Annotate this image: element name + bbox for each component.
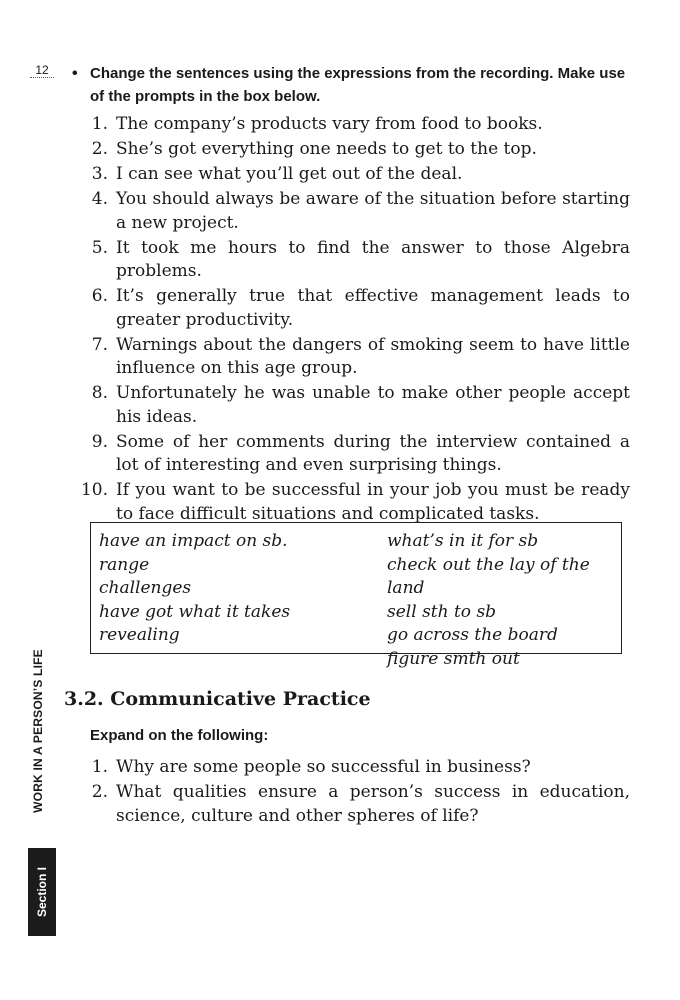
prompt-item: range bbox=[99, 554, 150, 575]
list-item bbox=[78, 756, 630, 780]
bullet-icon: • bbox=[72, 65, 78, 82]
section-heading: 3.2. Communicative Practice bbox=[64, 688, 371, 710]
prompt-item: figure smth out bbox=[387, 648, 520, 669]
list-item bbox=[78, 334, 630, 381]
section-tab-label: Section I bbox=[35, 866, 50, 918]
item-text: It’s generally true that effective management leads to greater productivity. bbox=[116, 286, 630, 330]
list-item bbox=[78, 285, 630, 332]
list-item bbox=[78, 431, 630, 478]
prompt-item: go across the board bbox=[387, 625, 558, 645]
prompt-column-left bbox=[99, 530, 290, 648]
item-text: What qualities ensure a person’s success in education, science, culture and other spheres of life? bbox=[116, 782, 630, 826]
prompt-column-right bbox=[387, 530, 621, 671]
prompt-item: have got what it takes bbox=[99, 601, 291, 622]
item-text: It took me hours to find the answer to those Algebra problems. bbox=[116, 237, 630, 281]
sub-instruction: Expand on the following: bbox=[90, 727, 269, 744]
item-text: Why are some people so successful in business? bbox=[116, 757, 531, 777]
item-text: Some of her comments during the interview contained a lot of interesting and even surprising things. bbox=[116, 431, 630, 475]
list-item bbox=[78, 113, 630, 137]
prompt-item: check out the lay of the land bbox=[387, 554, 590, 598]
item-number: 5. bbox=[91, 237, 108, 258]
item-text: Unfortunately he was unable to make other people accept his ideas. bbox=[116, 383, 630, 427]
item-text: If you want to be successful in your job you must be ready to face difficult situations and complicated tasks. bbox=[116, 480, 630, 524]
list-item bbox=[78, 188, 630, 235]
list-item bbox=[78, 138, 630, 162]
item-text: You should always be aware of the situation before starting a new project. bbox=[116, 189, 630, 233]
item-text: I can see what you’ll get out of the deal. bbox=[116, 164, 463, 184]
exercise-instruction bbox=[72, 62, 642, 108]
item-number: 6. bbox=[91, 286, 108, 306]
prompt-item: revealing bbox=[99, 625, 180, 645]
item-number: 8. bbox=[91, 383, 108, 403]
item-number: 7. bbox=[91, 334, 108, 355]
section-tab bbox=[28, 848, 56, 936]
item-number: 1. bbox=[91, 114, 108, 134]
item-text: She’s got everything one needs to get to the top. bbox=[116, 139, 537, 159]
list-item bbox=[78, 163, 630, 187]
prompt-box bbox=[90, 522, 622, 669]
side-title-text: WORK IN A PERSON’S LIFE bbox=[31, 649, 45, 813]
list-item bbox=[78, 781, 630, 828]
item-number: 2. bbox=[91, 782, 108, 802]
prompt-item: sell sth to sb bbox=[387, 601, 497, 622]
page-number: 12 bbox=[30, 63, 54, 78]
item-number: 10. bbox=[80, 480, 108, 500]
question-list bbox=[78, 756, 630, 830]
instruction-text: Change the sentences using the expressions from the recording. Make use of the prompts in the box below. bbox=[90, 65, 626, 105]
prompt-item: what’s in it for sb bbox=[387, 531, 539, 551]
prompt-item: challenges bbox=[99, 578, 192, 598]
side-running-title bbox=[30, 636, 46, 826]
list-item bbox=[78, 382, 630, 429]
prompt-item: have an impact on sb. bbox=[99, 531, 288, 551]
list-item bbox=[78, 479, 630, 526]
item-text: Warnings about the dangers of smoking seem to have little influence on this age group. bbox=[116, 334, 630, 378]
item-number: 3. bbox=[91, 164, 108, 184]
item-number: 4. bbox=[91, 189, 108, 209]
item-text: The company’s products vary from food to books. bbox=[116, 114, 543, 134]
item-number: 9. bbox=[91, 431, 108, 452]
exercise-list bbox=[78, 113, 630, 528]
list-item bbox=[78, 237, 630, 284]
item-number: 2. bbox=[91, 139, 108, 159]
item-number: 1. bbox=[91, 757, 108, 777]
